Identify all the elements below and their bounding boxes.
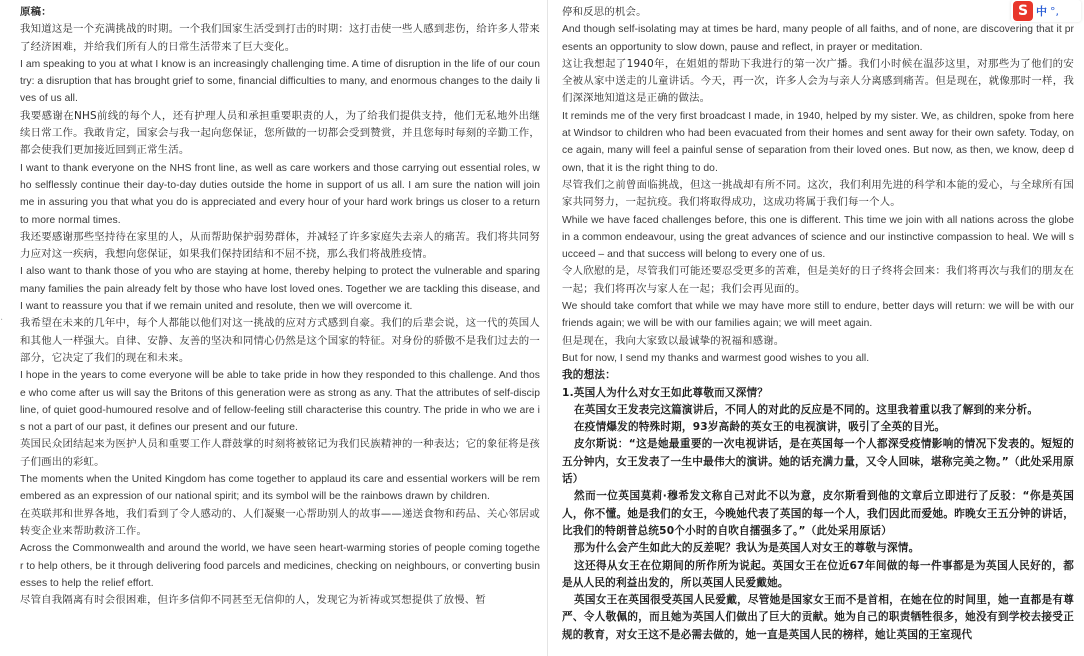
paragraph: 我的想法： xyxy=(562,369,616,382)
left-paragraphs xyxy=(20,0,540,609)
paragraph: I am speaking to you at what I know is an increasingly challenging time. A time of disruption in the life of our country: a disruption that has brought grief to some, financial difficulties to many, and enormous changes to the daily lives of us all. xyxy=(20,58,540,105)
input-mode-label[interactable]: 中 xyxy=(1036,5,1047,18)
paragraph: Across the Commonwealth and around the world, we have seen heart-warming stories of people coming together to help others, be it through delivering food parcels and medicines, checking on neighbours, or converting businesses to help the relief effort. xyxy=(20,543,540,589)
input-method-toolbar[interactable] xyxy=(1011,0,1081,22)
paragraph: While we have faced challenges before, this one is different. This time we join with all nations across the globe in a common endeavour, using the great advances of science and our instinctive compassion to heal. We will succeed – and that success will belong to every one of us. xyxy=(562,214,1074,261)
paragraph: 尽管自我隔离有时会很困难，但许多信仰不同甚至无信仰的人，发现它为祈祷或冥想提供了放慢、暂 xyxy=(20,594,486,607)
paragraph: 皮尔斯说：“这是她最重要的一次电视讲话，是在英国每一个人都深受疫情影响的情况下发表的。短短的五分钟内，女王发表了一生中最伟大的演讲。她的话充满力量，又令人回味，堪称完美之物。”（此处采用原话） xyxy=(562,438,1074,486)
paragraph: 我希望在未来的几年中，每个人都能以他们对这一挑战的应对方式感到自豪。我们的后辈会说，这一代的英国人和其他人一样强大。自律、安静、友善的坚决和同情心仍然是这个国家的特征。对身份的骄傲不是我们过去的一部分，它决定了我们的现在和未来。 xyxy=(20,317,540,364)
right-paragraphs xyxy=(562,0,1074,644)
paragraph: We should take comfort that while we may have more still to endure, better days will return: we will be with our friends again; we will be with our families again; we will meet again. xyxy=(562,301,1074,330)
page-edge-mark: · xyxy=(0,315,4,326)
source-text-column xyxy=(20,0,540,656)
paragraph: 停和反思的机会。 xyxy=(562,6,647,18)
paragraph: 在英联邦和世界各地，我们看到了令人感动的、人们凝聚一心帮助别人的故事——递送食物和药品、关心邻居或转变企业来帮助救济工作。 xyxy=(20,507,540,537)
paragraph: 我要感谢在NHS前线的每个人，还有护理人员和承担重要职责的人，为了给我们提供支持，他们无私地外出继续日常工作。我敢肯定，国家会与我一起向您保证，您所做的一切都会受到赞赏，并且您每时每刻的辛勤工作，都会使我们更加接近回到正常生活。 xyxy=(20,109,540,157)
paragraph: 尽管我们之前曾面临挑战，但这一挑战却有所不同。这次，我们利用先进的科学和本能的爱心，与全球所有国家共同努力，一起抗疫。我们将取得成功，这成功将属于我们每一个人。 xyxy=(562,178,1074,209)
paragraph: 在英国女王发表完这篇演讲后，不同人的对此的反应是不同的。这里我着重以我了解到的来分析。 xyxy=(574,403,1039,416)
paragraph: The moments when the United Kingdom has come together to applaud its care and essential workers will be remembered as an expression of our national spirit; and its symbol will be the rainbows drawn by children. xyxy=(20,474,540,503)
punctuation-mode-icon[interactable]: °, xyxy=(1050,4,1059,18)
paragraph: 英国民众团结起来为医护人员和重要工作人群鼓掌的时刻将被铭记为我们民族精神的一种表达；它的象征将是孩子们画出的彩虹。 xyxy=(20,438,540,468)
paragraph: 然而一位英国莫莉·穆希发文称自己对此不以为意，皮尔斯看到他的文章后立即进行了反驳：“你是英国人，你不懂。她是我们的女王，今晚她代表了英国的每一个人，我们因此而爱她。昨晚女王五分钟的讲话，比我们的特朗普总统50个小时的自吹自擂强多了。”（此处采用原话） xyxy=(562,490,1074,537)
paragraph: 在疫情爆发的特殊时期，93岁高龄的英女王的电视演讲，吸引了全英的目光。 xyxy=(574,421,946,434)
paragraph: I want to thank everyone on the NHS front line, as well as care workers and those carrying out essential roles, who selflessly continue their day-to-day duties outside the home in support of us all. I am sure the nation will join me in assuring you that what you do is appreciated and every hour of your hard work brings us closer to a return to more normal times. xyxy=(20,162,540,226)
paragraph: 但是现在，我向大家致以最诚挚的祝福和感谢。 xyxy=(562,334,785,347)
analysis-column xyxy=(562,0,1074,656)
paragraph: I also want to thank those of you who are staying at home, thereby helping to protect the vulnerable and sparing many families the pain already felt by those who have lost loved ones. Together we are tackling this disease, and I want to reassure you that if we remain united and resolute, then we will overcome it. xyxy=(20,266,540,313)
paragraph: And though self-isolating may at times be hard, many people of all faiths, and of none, are discovering that it presents an opportunity to slow down, pause and reflect, in prayer or meditation. xyxy=(562,24,1074,53)
paragraph: It reminds me of the very first broadcast I made, in 1940, helped by my sister. We, as children, spoke from here at Windsor to children who had been evacuated from their homes and sent away for their own safety. Today, once again, many will feel a painful sense of separation from their loved ones. But now, as then, we know, deep down, that it is the right thing to do. xyxy=(562,110,1074,174)
paragraph: 我还要感谢那些坚持待在家里的人，从而帮助保护弱势群体，并减轻了许多家庭失去亲人的痛苦。我们将共同努力应对这一疾病，我想向您保证，如果我们保持团结和不屈不挠，那么我们将战胜疫情。 xyxy=(20,230,540,261)
paragraph: I hope in the years to come everyone will be able to take pride in how they responded to this challenge. And those who come after us will say the Britons of this generation were as strong as any. That the attributes of self-discipline, of quiet good-humoured resolve and of fellow-feeling still characterise this country. The pride in who we are is not a part of our past, it defines our present and our future. xyxy=(20,370,540,434)
paragraph: 这让我想起了1940年，在姐姐的帮助下我进行的第一次广播。我们小时候在温莎这里，对那些为了他们的安全被从家中送走的儿童讲话。今天，再一次，许多人会为与亲人分离感到痛苦。但是现在，就像那时一样，我们深深地知道这是正确的做法。 xyxy=(562,57,1074,105)
sogou-logo-icon[interactable]: S xyxy=(1013,1,1033,21)
paragraph: 原稿： xyxy=(20,6,52,18)
paragraph: 我知道这是一个充满挑战的时期。一个我们国家生活受到打击的时期：这打击使一些人感到悲伤，给许多人带来了经济困难，并给我们所有人的日常生活带来了巨大变化。 xyxy=(20,23,540,53)
column-divider xyxy=(547,0,548,656)
paragraph: 那为什么会产生如此大的反差呢？我认为是英国人对女王的尊敬与深情。 xyxy=(574,542,920,555)
paragraph: 令人欣慰的是，尽管我们可能还要忍受更多的苦难，但是美好的日子终将会回来：我们将再次与我们的朋友在一起；我们将再次与家人在一起；我们会再见面的。 xyxy=(562,265,1074,295)
paragraph: But for now, I send my thanks and warmest good wishes to you all. xyxy=(562,352,870,364)
paragraph: 1.英国人为什么对女王如此尊敬而又深情？ xyxy=(562,386,769,399)
paragraph: 这还得从女王在位期间的所作所为说起。英国女王在位近67年间做的每一件事都是为英国人民好的，都是从人民的利益出发的，所以英国人民爱戴她。 xyxy=(562,559,1074,589)
paragraph: 英国女王在英国很受英国人民爱戴，尽管她是国家女王而不是首相，在她在位的时间里，她一直都是有尊严、令人敬佩的，而且她为英国人们做出了巨大的贡献。她为自己的职责牺牲很多，她没有到学校去接受正规的教育，对女王这不是必需去做的，她一直是英国人民的榜样，她让英国的王室现代 xyxy=(562,594,1074,641)
